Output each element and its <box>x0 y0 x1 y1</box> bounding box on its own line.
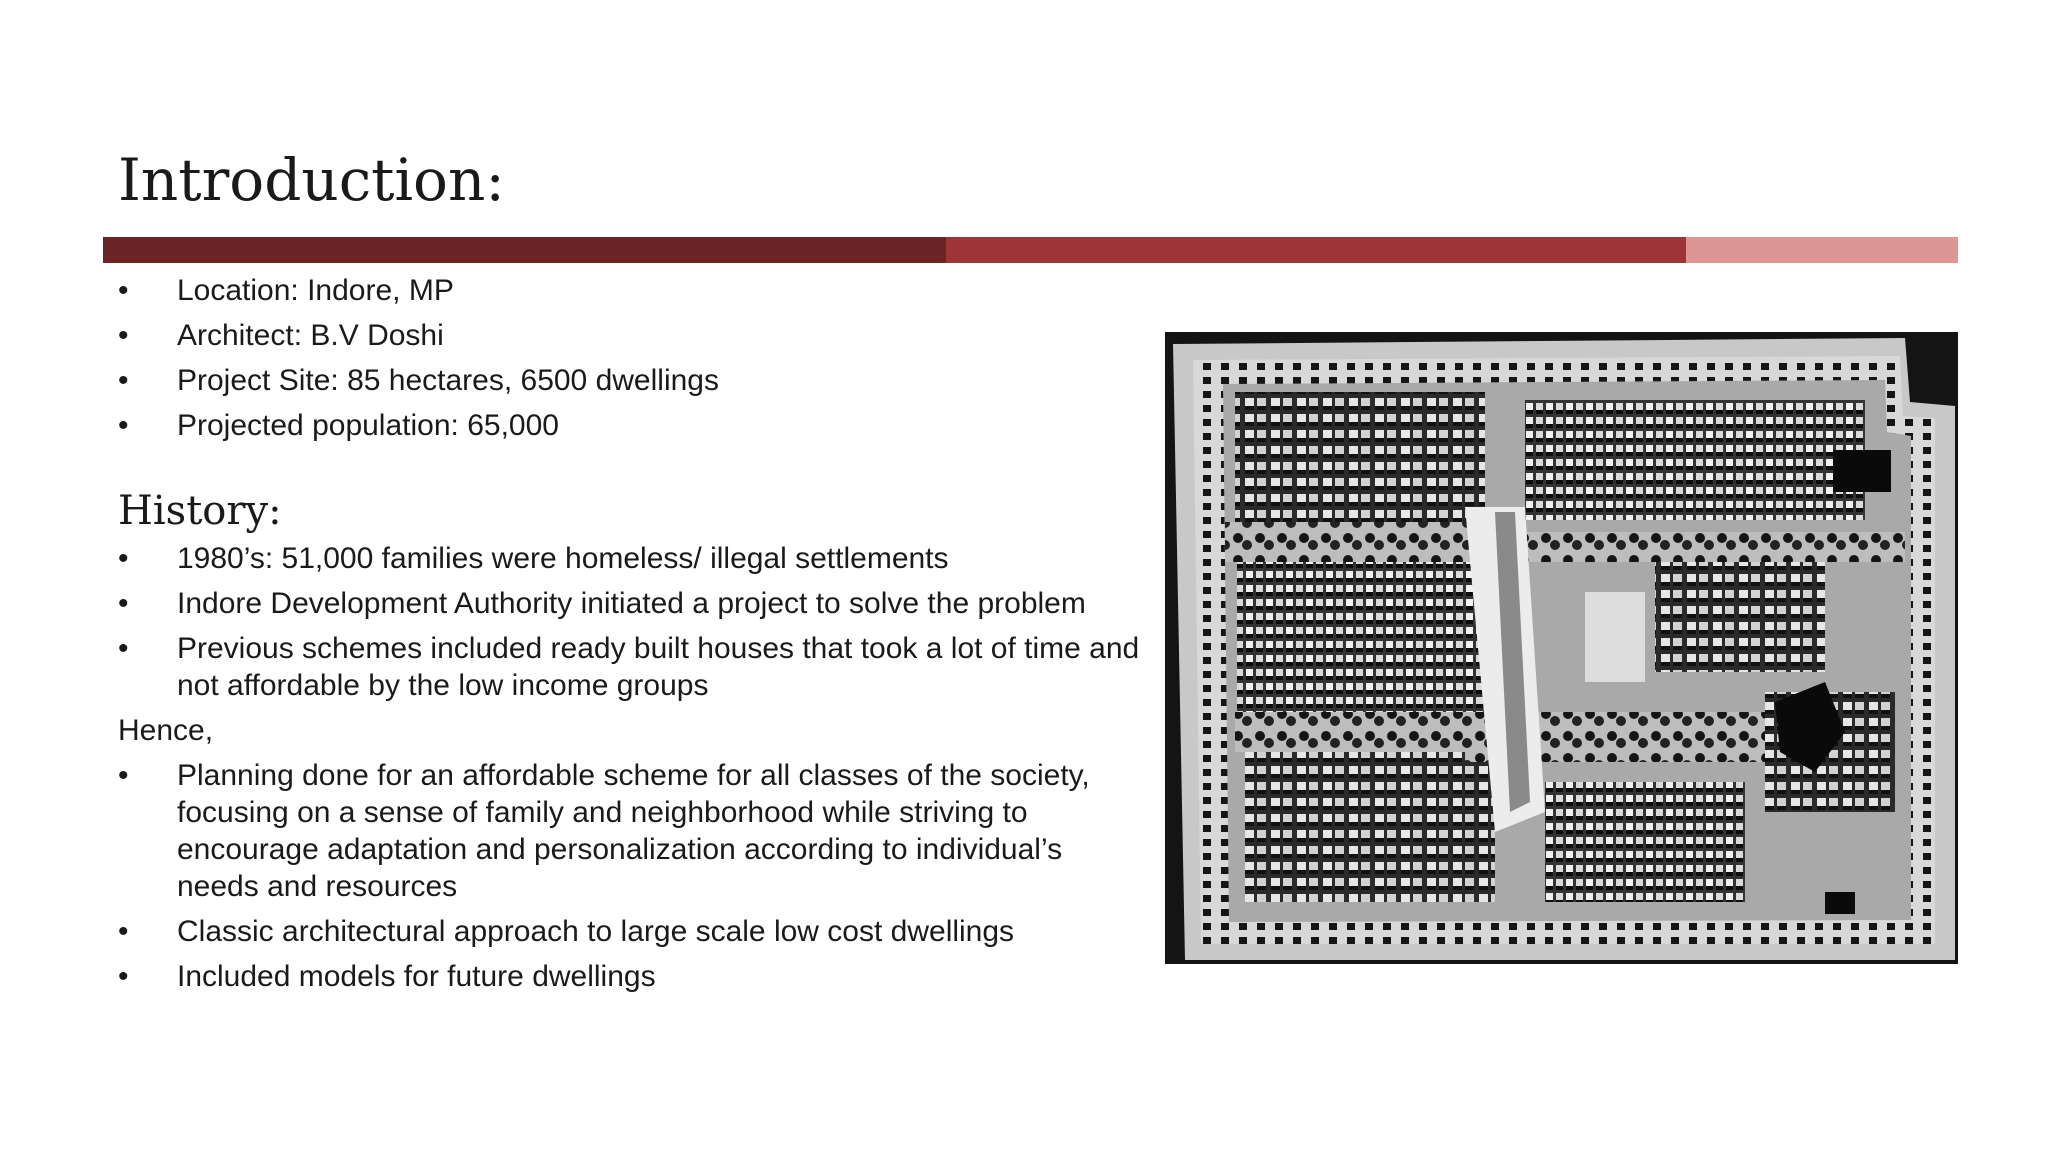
list-item <box>118 272 1143 309</box>
list-item-text: Previous schemes included ready built houses that took a lot of time and not affordable by the low income groups <box>177 632 1140 702</box>
bullet-icon: • <box>118 960 129 993</box>
list-item <box>118 913 1143 950</box>
text-column <box>118 272 1143 1003</box>
list-item <box>118 630 1143 704</box>
list-item <box>118 540 1143 577</box>
bullet-icon: • <box>118 319 129 352</box>
bullet-icon: • <box>118 632 129 665</box>
site-model-photo <box>1165 332 1958 964</box>
list-item <box>118 317 1143 354</box>
bullet-icon: • <box>118 409 129 442</box>
bullet-icon: • <box>118 915 129 948</box>
list-item <box>118 362 1143 399</box>
history-heading: History: <box>118 488 282 534</box>
list-item-text: 1980’s: 51,000 families were homeless/ illegal settlements <box>177 542 949 575</box>
bullet-icon: • <box>118 274 129 307</box>
list-item <box>118 958 1143 995</box>
slide-title: Introduction: <box>118 146 505 214</box>
bullet-icon: • <box>118 759 129 792</box>
list-item-text: Indore Development Authority initiated a project to solve the problem <box>177 587 1086 620</box>
list-item <box>118 757 1143 905</box>
list-item-text: Projected population: 65,000 <box>177 409 559 442</box>
planning-list <box>118 757 1143 995</box>
accent-bar-dark <box>103 237 946 263</box>
intro-list <box>118 272 1143 444</box>
bullet-icon: • <box>118 587 129 620</box>
list-item-text: Project Site: 85 hectares, 6500 dwellings <box>177 364 719 397</box>
site-model-illustration <box>1165 332 1958 964</box>
history-list <box>118 540 1143 704</box>
accent-bar-mid <box>946 237 1686 263</box>
accent-bar-light <box>1686 237 1958 263</box>
list-item-text: Location: Indore, MP <box>177 274 454 307</box>
list-item-text: Classic architectural approach to large scale low cost dwellings <box>177 915 1015 948</box>
list-item-text: Planning done for an affordable scheme for all classes of the society, focusing on a sense of family and neighborhood while striving to encourage adaptation and personalization according to individual’s needs and resources <box>177 759 1090 903</box>
list-item-text: Architect: B.V Doshi <box>177 319 444 352</box>
bullet-icon: • <box>118 542 129 575</box>
list-item-text: Included models for future dwellings <box>177 960 656 993</box>
hence-label: Hence, <box>118 714 214 747</box>
list-item <box>118 407 1143 444</box>
bullet-icon: • <box>118 364 129 397</box>
list-item <box>118 585 1143 622</box>
